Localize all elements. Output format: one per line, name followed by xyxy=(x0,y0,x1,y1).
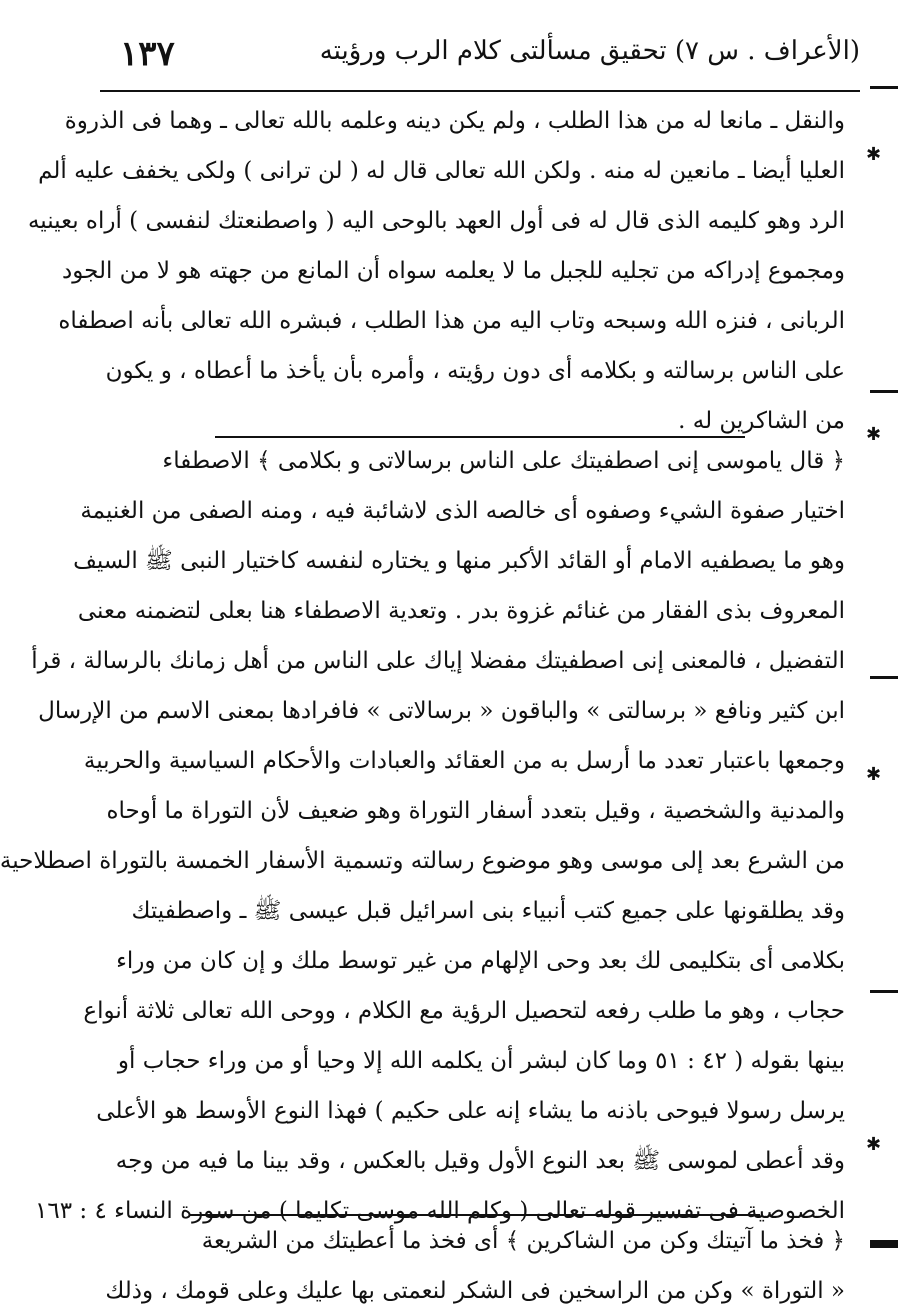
text-line: المعروف بذى الفقار من غنائم غزوة بدر . وتعدية الاصطفاء هنا بعلى لتضمنه معنى xyxy=(77,598,845,624)
paragraph-3 xyxy=(105,1216,845,1316)
text-line: « التوراة » وكن من الراسخين فى الشكر لنعمتى بها عليك وعلى قومك ، وذلك xyxy=(105,1278,845,1304)
text-line: وهو ما يصطفيه الامام أو القائد الأكبر منها و يختاره لنفسه كاختيار النبى ﷺ السيف xyxy=(73,548,845,574)
paragraph-2 xyxy=(0,436,845,1236)
text-line: والنقل ـ مانعا له من هذا الطلب ، ولم يكن دينه وعلمه بالله تعالى ـ وهما فى الذروة xyxy=(64,108,845,134)
text-line: ومجموع إدراكه من تجليه للجبل ما لا يعلمه سواه أن المانع من جهته هو لا من الجود xyxy=(62,258,845,284)
text-line: الخصوصية فى تفسير قوله تعالى ( وكلم الله موسى تكليما ) من سورة النساء ٤ : ١٦٣ xyxy=(35,1198,845,1224)
text-line: بكلامى أى بتكليمى لك بعد وحى الإلهام من غير توسط ملك و إن كان من وراء xyxy=(116,948,845,974)
text-line: بينها بقوله ( ٤٢ : ٥١ وما كان لبشر أن يكلمه الله إلا وحيا أو من وراء حجاب أو xyxy=(117,1048,845,1074)
running-title: (الأعراف . س ٧) تحقيق مسألتى كلام الرب ورؤيته xyxy=(319,36,860,66)
paragraph-1 xyxy=(27,96,845,446)
text-line: على الناس برسالته و بكلامه أى دون رؤيته ، وأمره بأن يأخذ ما أعطاه ، و يكون xyxy=(105,358,845,384)
verse-line: ﴿ فخذ ما آتيتك وكن من الشاكرين ﴾ أى فخذ ما أعطيتك من الشريعة xyxy=(201,1228,845,1254)
text-line: من الشرع بعد إلى موسى وهو موضوع رسالته وتسمية الأسفار الخمسة بالتوراة اصطلاحية xyxy=(0,848,845,874)
text-line: الرد وهو كليمه الذى قال له فى أول العهد بالوحى اليه ( واصطنعتك لنفسى ) أراه بعينيه xyxy=(27,208,845,234)
text-line: اختيار صفوة الشيء وصفوه أى خالصه الذى لاشائبة فيه ، ومنه الصفى من الغنيمة xyxy=(80,498,845,524)
text-line: العليا أيضا ـ مانعين له منه . ولكن الله تعالى قال له ( لن ترانى ) ولكى يخفف عليه ألم xyxy=(38,158,845,184)
text-line: وجمعها باعتبار تعدد ما أرسل به من العقائد والعبادات والأحكام السياسية والحربية xyxy=(83,748,845,774)
page-number: ١٣٧ xyxy=(120,34,175,74)
scan-blot: ✱ xyxy=(866,424,882,445)
scan-blot: ✱ xyxy=(866,1134,882,1155)
header-rule xyxy=(100,90,860,92)
verse-line: ﴿ قال ياموسى إنى اصطفيتك على الناس برسالاتى و بكلامى ﴾ الاصطفاء xyxy=(162,448,845,474)
text-line: يرسل رسولا فيوحى باذنه ما يشاء إنه على حكيم ) فهذا النوع الأوسط هو الأعلى xyxy=(96,1098,845,1124)
running-header xyxy=(100,30,860,90)
scan-dash xyxy=(870,390,898,393)
text-line: حجاب ، وهو ما طلب رفعه لتحصيل الرؤية مع الكلام ، ووحى الله تعالى ثلاثة أنواع xyxy=(83,998,845,1024)
margin-scan-marks xyxy=(866,0,901,1310)
scan-blot: ✱ xyxy=(866,144,882,165)
text-line: وقد يطلقونها على جميع كتب أنبياء بنى اسرائيل قبل عيسى ﷺ ـ واصطفيتك xyxy=(131,898,845,924)
text-line: والمدنية والشخصية ، وقيل بتعدد أسفار التوراة وهو ضعيف لأن التوراة ما أوحاه xyxy=(106,798,845,824)
scan-dash xyxy=(870,1240,898,1248)
text-line: التفضيل ، فالمعنى إنى اصطفيتك مفضلا إياك على الناس من أهل زمانك بالرسالة ، قرأ xyxy=(31,648,845,674)
scan-dash xyxy=(870,86,898,89)
text-line: ابن كثير ونافع « برسالتى » والباقون « برسالاتى » فافرادها بمعنى الاسم من الإرسال xyxy=(38,698,845,724)
scan-dash xyxy=(870,676,898,679)
scan-dash xyxy=(870,990,898,993)
scan-blot: ✱ xyxy=(866,764,882,785)
text-line: الربانى ، فنزه الله وسبحه وتاب اليه من هذا الطلب ، فبشره الله تعالى بأنه اصطفاه xyxy=(58,308,845,334)
text-line: من الشاكرين له . xyxy=(678,408,845,434)
text-line: وقد أعطى لموسى ﷺ بعد النوع الأول وقيل بالعكس ، وقد بينا ما فيه من وجه xyxy=(115,1148,845,1174)
